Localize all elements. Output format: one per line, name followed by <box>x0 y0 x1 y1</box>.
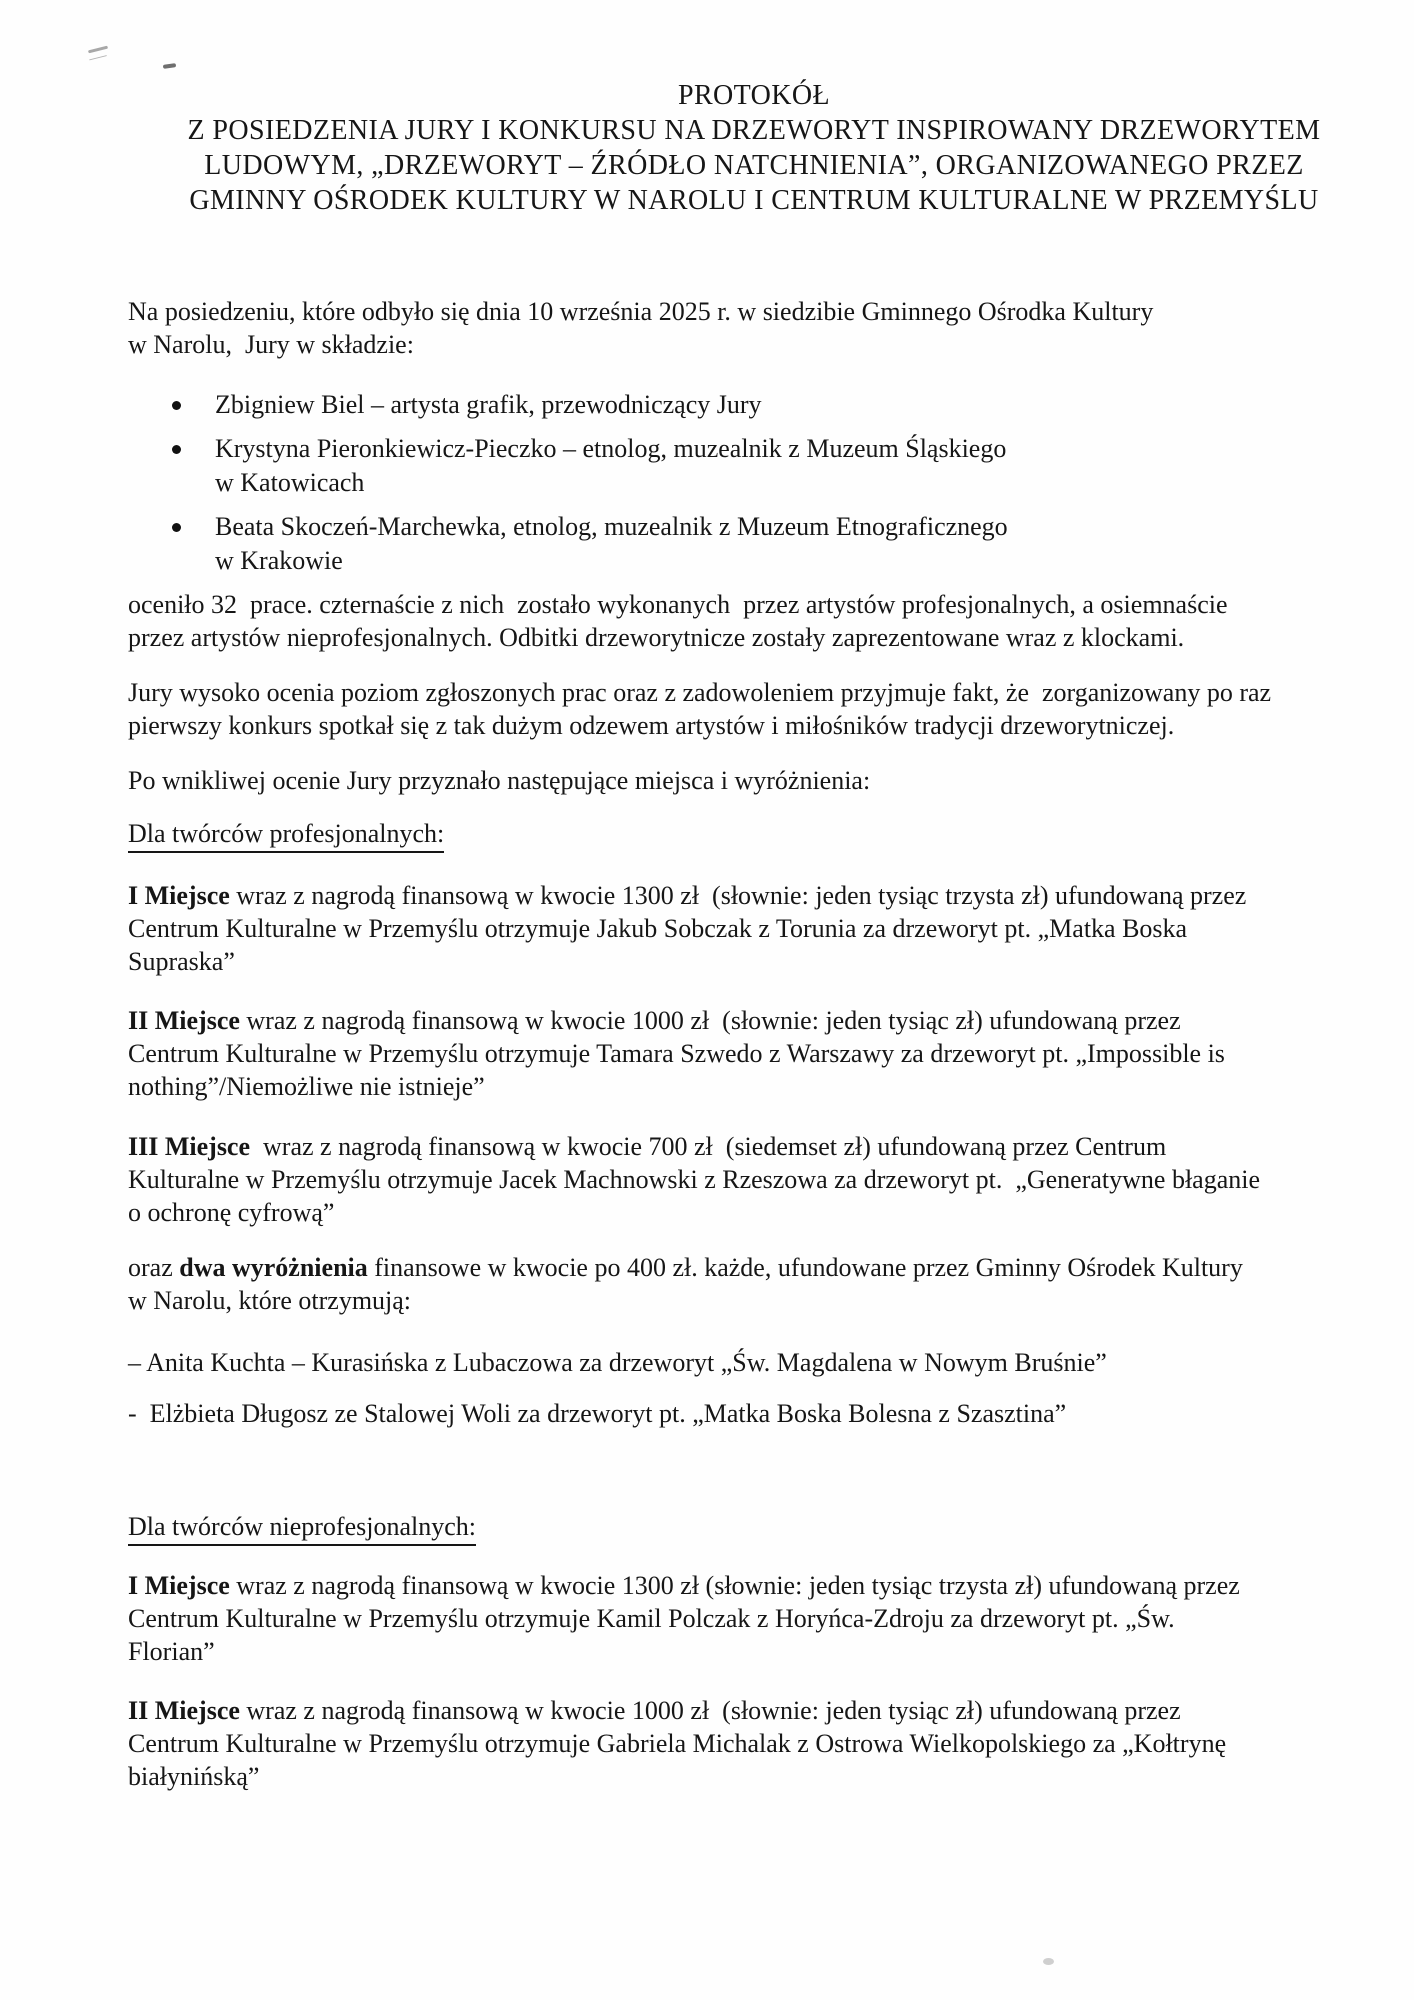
section-heading-nonprofessional <box>128 1510 1380 1546</box>
award-first-place-pro: I Miejsce wraz z nagrodą finansową w kwocie 1300 zł (słownie: jeden tysiąc trzysta zł) ufundowaną przez Centrum Kulturalne w Przemyślu otrzymuje Jakub Sobczak z Torunia za drzeworyt pt. „Matka Boska Supraska” <box>128 881 1247 976</box>
award-third-place-pro: III Miejsce wraz z nagrodą finansową w kwocie 700 zł (siedemset zł) ufundowaną przez Centrum Kulturalne w Przemyślu otrzymuje Jacek Machnowski z Rzeszowa za drzeworyt pt. „Generatywne błaganie o ochronę cyfrową” <box>128 1132 1261 1227</box>
intro-paragraph: Na posiedzeniu, które odbyło się dnia 10 września 2025 r. w siedzibie Gminnego Ośrodka Kultury w Narolu, Jury w składzie: <box>128 297 1154 359</box>
jury-list <box>128 388 1380 578</box>
award-first-place-nonpro: I Miejsce wraz z nagrodą finansową w kwocie 1300 zł (słownie: jeden tysiąc trzysta zł) ufundowaną przez Centrum Kulturalne w Przemyślu otrzymuje Kamil Polczak z Horyńca-Zdroju za drzeworyt pt. „Św. Florian” <box>128 1571 1240 1666</box>
bullet-icon <box>172 523 181 532</box>
jury-opinion-paragraph: Jury wysoko ocenia poziom zgłoszonych prac oraz z zadowoleniem przyjmuje fakt, że zorganizowany po raz pierwszy konkurs spotkał się z tak dużym odzewem artystów i miłośników tradycji drzeworytniczej. <box>128 678 1272 740</box>
bullet-icon <box>172 445 181 454</box>
honorable-mention-elzbieta: - Elżbieta Długosz ze Stalowej Woli za drzeworyt pt. „Matka Boska Bolesna z Szasztina” <box>128 1399 1067 1428</box>
award-second-place-pro: II Miejsce wraz z nagrodą finansową w kwocie 1000 zł (słownie: jeden tysiąc zł) ufundowaną przez Centrum Kulturalne w Przemyślu otrzymuje Tamara Szwedo z Warszawy za drzeworyt pt. „Impossible is nothing”/Niemożliwe nie istnieje” <box>128 1006 1225 1101</box>
jury-member-row <box>128 510 1380 578</box>
jury-member-text: Beata Skoczeń-Marchewka, etnolog, muzealnik z Muzeum Etnograficznego w Krakowie <box>215 512 1008 575</box>
section-heading-professional <box>128 817 1380 853</box>
jury-member-text: Zbigniew Biel – artysta grafik, przewodniczący Jury <box>215 390 762 419</box>
jury-member-row <box>128 388 1380 422</box>
scan-smudge-top-left-icon <box>88 46 108 54</box>
jury-member-row <box>128 432 1380 500</box>
jury-member-text: Krystyna Pieronkiewicz-Pieczko – etnolog, muzealnik z Muzeum Śląskiego w Katowicach <box>215 434 1007 497</box>
scan-smudge-bottom-right-icon <box>1043 1958 1054 1965</box>
document-content <box>128 0 1380 1793</box>
document-title: PROTOKÓŁ Z POSIEDZENIA JURY I KONKURSU NA DRZEWORYT INSPIROWANY DRZEWORYTEM LUDOWYM, „DRZEWORYT – ŹRÓDŁO NATCHNIENIA”, ORGANIZOWANEGO PRZEZ GMINNY OŚRODEK KULTURY W NAROLU I CENTRUM KULTURALNE W PRZEMYŚLU <box>187 80 1321 216</box>
verdict-intro-paragraph: Po wnikliwej ocenie Jury przyznało następujące miejsca i wyróżnienia: <box>128 766 871 795</box>
honorable-mention-anita: – Anita Kuchta – Kurasińska z Lubaczowa za drzeworyt „Św. Magdalena w Nowym Bruśnie” <box>128 1348 1107 1377</box>
honorable-mentions-intro: oraz dwa wyróżnienia finansowe w kwocie po 400 zł. każde, ufundowane przez Gminny Ośrodek Kultury w Narolu, które otrzymują: <box>128 1253 1243 1315</box>
award-second-place-nonpro: II Miejsce wraz z nagrodą finansową w kwocie 1000 zł (słownie: jeden tysiąc zł) ufundowaną przez Centrum Kulturalne w Przemyślu otrzymuje Gabriela Michalak z Ostrowa Wielkopolskiego za „Kołtrynę białynińską” <box>128 1696 1227 1791</box>
section-heading-professional-text: Dla twórców profesjonalnych: <box>128 817 444 853</box>
section-heading-nonprofessional-text: Dla twórców nieprofesjonalnych: <box>128 1510 476 1546</box>
assessment-paragraph: oceniło 32 prace. czternaście z nich zostało wykonanych przez artystów profesjonalnych, a osiemnaście przez artystów nieprofesjonalnych. Odbitki drzeworytnicze zostały zaprezentowane wraz z klockami. <box>128 590 1228 652</box>
bullet-icon <box>172 401 181 410</box>
